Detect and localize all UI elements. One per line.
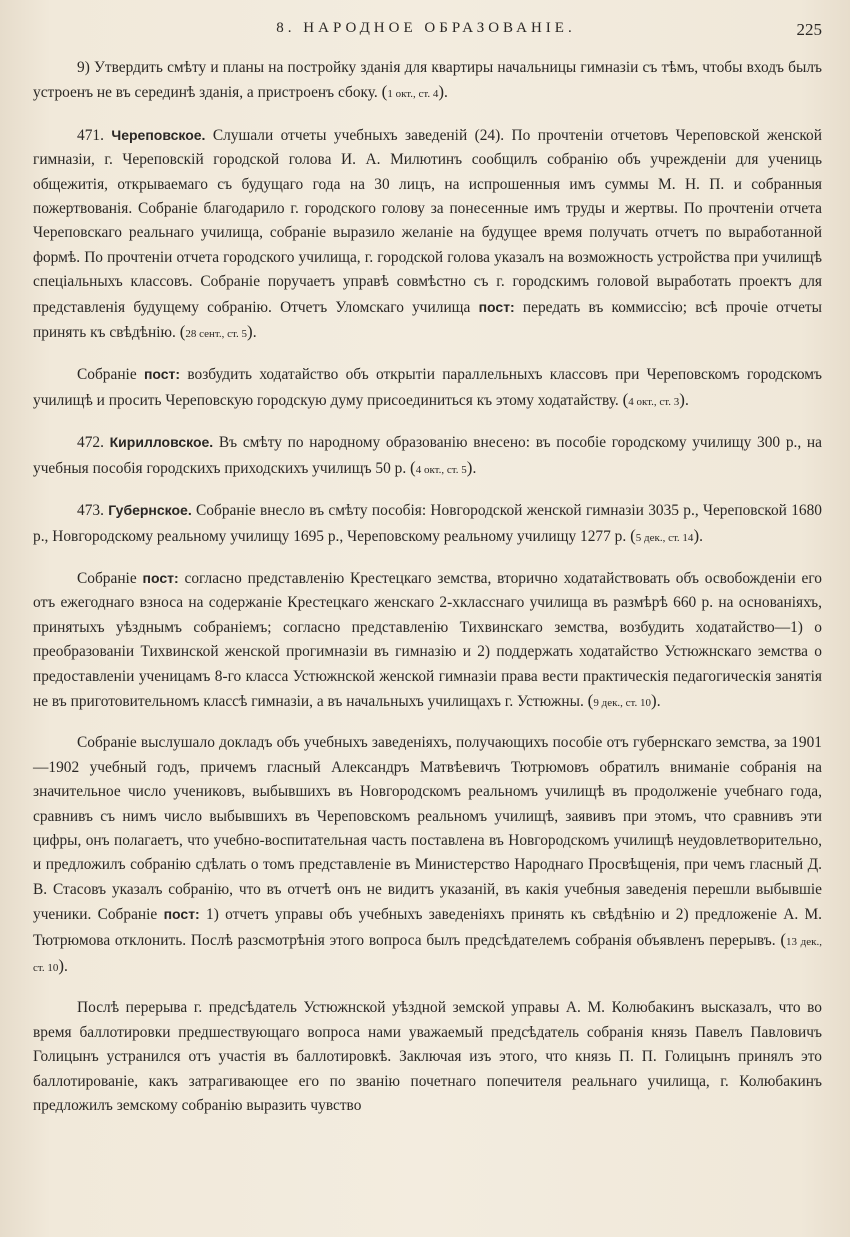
citation-text: 5 дек., ст. 14 xyxy=(635,531,694,544)
citation: (4 окт., ст. 3) xyxy=(622,389,685,409)
paragraph-text: Послѣ перерыва г. предсѣдатель Устюжнской уѣздной земской управы А. М. Колюбакинъ высказалъ, что во время баллотировки предшествующаго вопроса нами уважаемый предсѣдатель собранія князь Павелъ Павловичъ Голицынъ устранился отъ участія въ баллотировкѣ. Заключая изъ этого, что князь П. П. Голицынъ принялъ это баллотированіе, какъ затрагивающее его по званію почетнаго попечителя реальнаго училища, г. Колюбакинъ предложилъ земскому собранію выразить чувство xyxy=(33,999,822,1115)
paragraph-resolution: Собраніе пост: согласно представленію Крестецкаго земства, вторично ходатайствовать объ освобожденіи его отъ ежегоднаго взноса на содержаніе Крестецкаго женскаго 2-хкласснаго училища въ размѣрѣ 660 р. на основаніяхъ, принятыхъ уѣзднымъ собраніемъ; согласно представленію Тихвинскаго земства, возбудить ходатайство—1) о преобразованіи Тихвинской женской прогимназіи въ гимназію и 2) поддержать ходатайство Устюжнскаго земства о предоставленіи ученицамъ 8-го класса Устюжнской женской гимназіи права вести практическія педагогическія занятія не въ приготовительномъ классѣ гимназіи, а въ начальныхъ училищахъ г. Устюжны. (9 дек., ст. 10). xyxy=(33,569,822,710)
citation: (5 дек., ст. 14) xyxy=(630,525,700,545)
citation-text: 4 окт., ст. 3 xyxy=(628,395,680,408)
paragraph-item-9: 9) Утвердить смѣту и планы на постройку зданія для квартиры начальницы гимназіи съ тѣмъ, чтобы входъ былъ устроенъ не въ серединѣ зданія, а пристроенъ сбоку. (1 окт., ст. 4). xyxy=(33,59,822,102)
section-number: 473. xyxy=(77,502,104,520)
district-heading: Череповское. xyxy=(111,126,206,143)
page-number: 225 xyxy=(796,20,822,39)
paragraph-472: 472. Кирилловское. Въ смѣту по народному образованію внесено: въ пособіе городскому училищу 300 р., на учебныя пособія городскихъ приходскихъ училищъ 50 р. (4 окт., ст. 5). xyxy=(33,434,822,477)
paragraph-text: Собраніе xyxy=(77,569,137,587)
paragraph-text: 1) отчетъ управы объ учебныхъ заведеніяхъ принять къ свѣдѣнію и 2) предложеніе А. М. Тютрюмова отклонить. Послѣ разсмотрѣнія этого вопроса былъ предсѣдателемъ собранія объявленъ перерывъ. xyxy=(33,906,822,949)
paragraph-text: согласно представленію Крестецкаго земства, вторично ходатайствовать объ освобожденіи его отъ ежегоднаго взноса на содержаніе Крестецкаго женскаго 2-хкласснаго училища въ размѣрѣ 660 р. на основаніяхъ, принятыхъ уѣзднымъ собраніемъ; согласно представленію Тихвинскаго земства, возбудить ходатайство—1) о преобразованіи Тихвинской женской прогимназіи въ гимназію и 2) поддержать ходатайство Устюжнскаго земства о предоставленіи ученицамъ 8-го класса Устюжнской женской гимназіи права вести практическія педагогическія занятія не въ приготовительномъ классѣ гимназіи, а въ начальныхъ училищахъ г. Устюжны. xyxy=(33,569,822,710)
paragraph-471: 471. Череповское. Слушали отчеты учебныхъ заведеній (24). По прочтеніи отчетовъ Череповской женской гимназіи, г. Череповскій городской голова И. А. Милютинъ сообщилъ собранію объ учрежденіи для учениць общежитія, открываемаго съ будущаго года на 30 лицъ, на испрошенныя имъ суммы М. Н. П. и собранныя пожертвованія. Собраніе благодарило г. городского голову за понесенные имъ труды и жертвы. По прочтеніи отчета Череповскаго реальнаго училища, собраніе выразило желаніе на будущее время получать отчетъ по выработанной формѣ. По прочтеніи отчета городского училища, г. городской голова указалъ на возможность устройства при училищѣ спеціальныхъ классовъ. Собраніе поручаетъ управѣ совмѣстно съ г. городскимъ головой выработать проектъ для представленія будущему собранію. Отчетъ Уломскаго училища пост: передать въ коммиссію; всѣ прочіе отчеты принять къ свѣдѣнію. (28 сент., ст. 5). xyxy=(33,126,822,342)
paragraph-text: 9) Утвердить смѣту и планы на постройку зданія для квартиры начальницы гимназіи съ тѣмъ, чтобы входъ былъ устроенъ не въ серединѣ зданія, а пристроенъ сбоку. xyxy=(33,59,822,102)
district-heading: Кирилловское. xyxy=(109,434,214,451)
citation-text: 9 дек., ст. 10 xyxy=(593,696,652,709)
citation: (13 дек., ст. 10) xyxy=(33,929,822,975)
running-header xyxy=(30,20,822,44)
paragraph-473: 473. Губернское. Собраніе внесло въ смѣту пособія: Новгородской женской гимназіи 3035 р., Череповской 1680 р., Новгородскому реальному училищу 1695 р., Череповскому реальному училищу 1277 р. (5 дек., ст. 14). xyxy=(33,502,822,545)
resolution-marker: пост: xyxy=(478,298,515,315)
section-number: 471. xyxy=(77,126,104,144)
resolution-marker: пост: xyxy=(163,906,200,923)
citation-text: 13 дек., ст. 10 xyxy=(33,935,822,974)
citation: (4 окт., ст. 5) xyxy=(410,457,473,477)
paragraph-text: Собраніе внесло въ смѣту пособія: Новгородской женской гимназіи 3035 р., Череповской 1680 р., Новгородскому реальному училищу 1695 р., Череповскому реальному училищу 1277 р. xyxy=(33,502,822,545)
resolution-marker: пост: xyxy=(143,366,181,383)
paragraph-text: возбудить ходатайство объ открытіи параллельныхъ классовъ при Череповскомъ городскомъ училищѣ и просить Череповскую городскую думу присоединиться къ этому ходатайству. xyxy=(33,366,822,409)
paragraph-resolution: Собраніе пост: возбудить ходатайство объ открытіи параллельныхъ классовъ при Череповскомъ городскомъ училищѣ и просить Череповскую городскую думу присоединиться къ этому ходатайству. (4 окт., ст. 3). xyxy=(33,366,822,409)
paragraph-report: Собраніе выслушало докладъ объ учебныхъ заведеніяхъ, получающихъ пособіе отъ губернскаго земства, за 1901—1902 учебный годъ, причемъ гласный Александръ Матвѣевичъ Тютрюмовъ обратилъ вниманіе собранія на значительное число учениковъ, выбывшихъ въ Новгородскомъ реальномъ училищѣ въ продолженіе учебнаго года, сравнивъ съ нимъ число выбывшихъ въ Череповскомъ реальномъ училищѣ, заявивъ при этомъ, что сравнивъ эти цифры, онъ полагаетъ, что учебно-воспитательная часть поставлена въ Новгородскомъ училищѣ неудовлетворительно, и предложилъ собранію сдѣлать о томъ представленіе въ Министерство Народнаго Просвѣщенія, при чемъ гласный Д. В. Стасовъ указалъ собранію, что въ отчетѣ онъ не видитъ указаній, въ какія учебныя заведенія перешли выбывшіе ученики. Собраніе пост: 1) отчетъ управы объ учебныхъ заведеніяхъ принять къ свѣдѣнію и 2) предложеніе А. М. Тютрюмова отклонить. Послѣ разсмотрѣнія этого вопроса былъ предсѣдателемъ собранія объявленъ перерывъ. (13 дек., ст. 10). xyxy=(33,734,822,975)
citation: (9 дек., ст. 10) xyxy=(587,690,657,710)
section-number: 472. xyxy=(77,434,104,452)
citation-text: 28 сент., ст. 5 xyxy=(185,328,248,341)
section-title: 8. НАРОДНОЕ ОБРАЗОВАНІЕ. xyxy=(276,20,576,36)
district-heading: Губернское. xyxy=(108,502,192,519)
paragraph-text: Въ смѣту по народному образованію внесено: въ пособіе городскому училищу 300 р., на учебныя пособія городскихъ приходскихъ училищъ 50 р. xyxy=(33,434,822,477)
paragraph-continuation xyxy=(33,996,822,1118)
citation-text: 1 окт., ст. 4 xyxy=(387,88,439,101)
paragraph-text: передать въ коммиссію; всѣ прочіе отчеты принять къ свѣдѣнію. xyxy=(33,298,822,342)
resolution-marker: пост: xyxy=(142,569,179,586)
paragraph-text: Собраніе xyxy=(77,366,137,384)
paragraph-text: Собраніе выслушало докладъ объ учебныхъ заведеніяхъ, получающихъ пособіе отъ губернскаго земства, за 1901—1902 учебный годъ, причемъ гласный Александръ Матвѣевичъ Тютрюмовъ обратилъ вниманіе собранія на значительное число учениковъ, выбывшихъ въ Новгородскомъ реальномъ училищѣ въ продолженіе учебнаго года, сравнивъ съ нимъ число выбывшихъ въ Череповскомъ реальномъ училищѣ, заявивъ при этомъ, что сравнивъ эти цифры, онъ полагаетъ, что учебно-воспитательная часть поставлена въ Новгородскомъ училищѣ неудовлетворительно, и предложилъ собранію сдѣлать о томъ представленіе въ Министерство Народнаго Просвѣщенія, при чемъ гласный Д. В. Стасовъ указалъ собранію, что въ отчетѣ онъ не видитъ указаній, въ какія учебныя заведенія перешли выбывшіе ученики. Собраніе xyxy=(33,734,822,924)
page-body xyxy=(33,56,822,1134)
citation: (28 сент., ст. 5) xyxy=(179,322,253,342)
citation: (1 окт., ст. 4) xyxy=(381,82,445,102)
paragraph-text: Слушали отчеты учебныхъ заведеній (24). По прочтеніи отчетовъ Череповской женской гимназіи, г. Череповскій городской голова И. А. Милютинъ сообщилъ собранію объ учрежденіи для учениць общежитія, открываемаго съ будущаго года на 30 лицъ, на испрошенныя имъ суммы М. Н. П. и собранныя пожертвованія. Собраніе благодарило г. городского голову за понесенные имъ труды и жертвы. По прочтеніи отчета Череповскаго реальнаго училища, собраніе выразило желаніе на будущее время получать отчетъ по выработанной формѣ. По прочтеніи отчета городского училища, г. городской голова указалъ на возможность устройства при училищѣ спеціальныхъ классовъ. Собраніе поручаетъ управѣ совмѣстно съ г. городскимъ головой выработать проектъ для представленія будущему собранію. Отчетъ Уломскаго училища xyxy=(33,126,822,316)
citation-text: 4 окт., ст. 5 xyxy=(415,463,467,476)
